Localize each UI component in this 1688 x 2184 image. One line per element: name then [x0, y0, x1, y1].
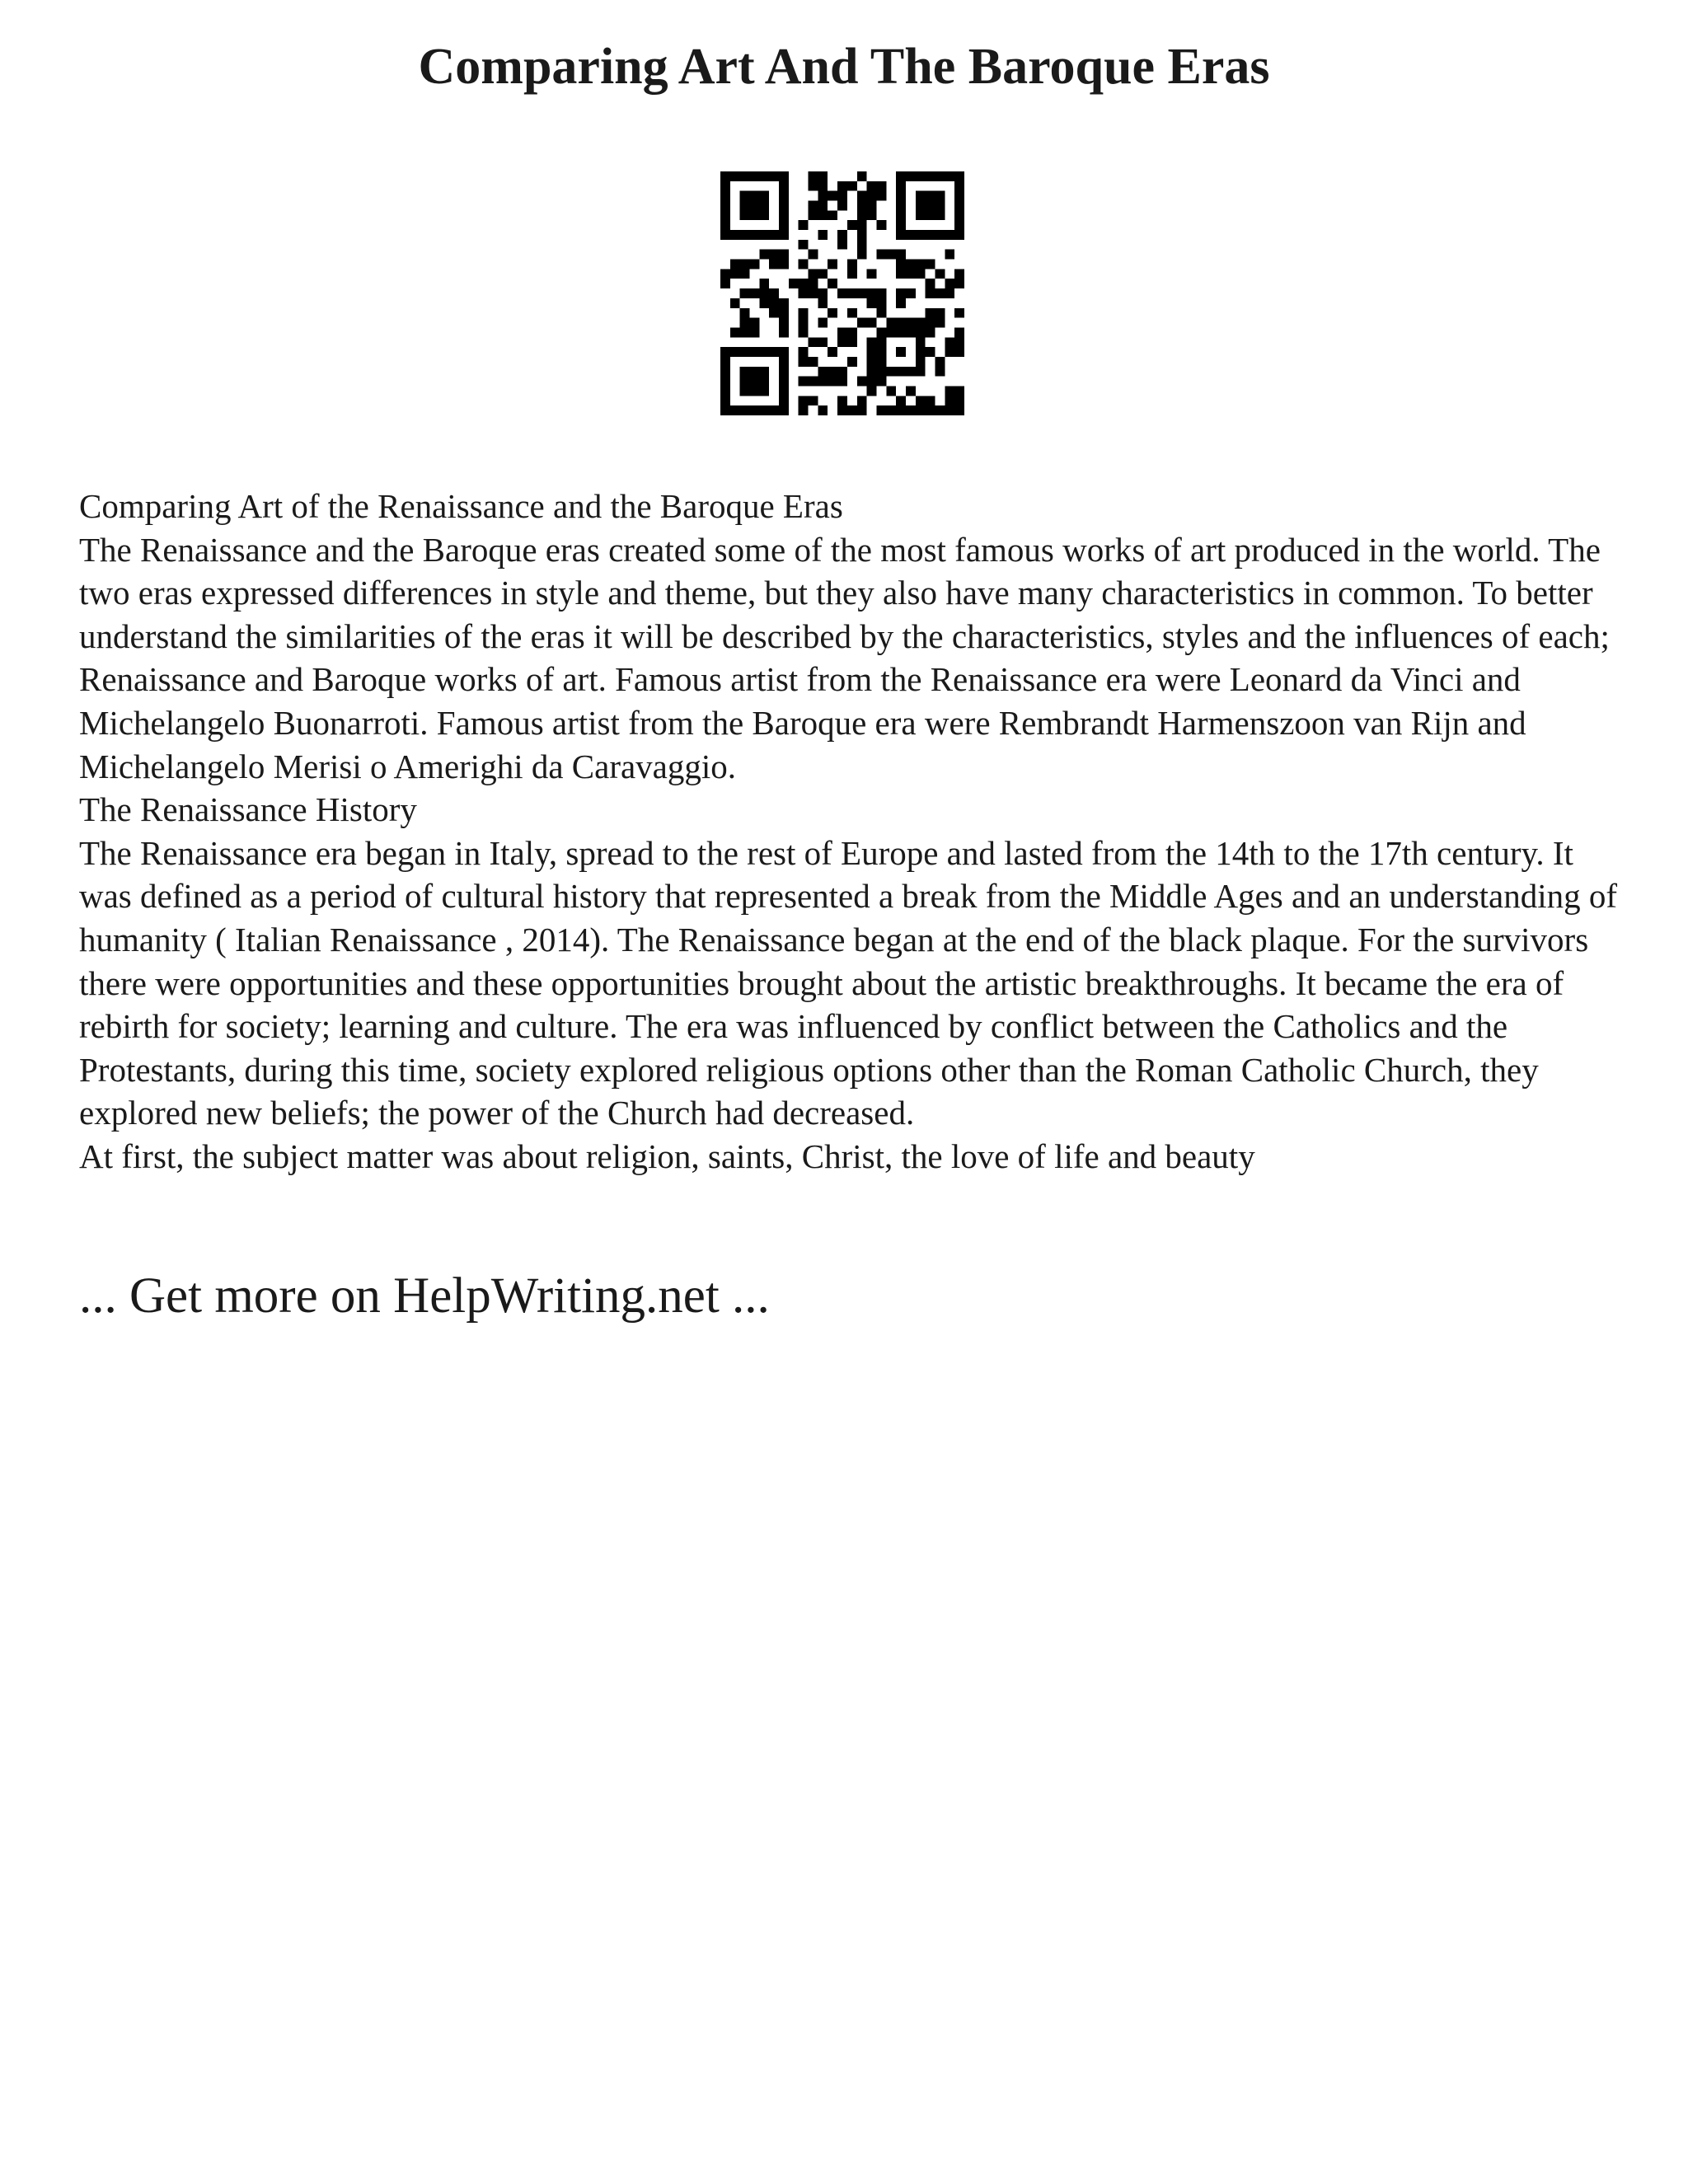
document-title: Comparing Art And The Baroque Eras [418, 39, 1270, 95]
closing-line: At first, the subject matter was about religion, saints, Christ, the love of life and beauty [79, 1137, 1255, 1175]
intro-paragraph: The Renaissance and the Baroque eras created some of the most famous works of art produced in the world. The two eras expressed differences in style and theme, but they also have many characteristics in common. To better understand the similarities of the eras it will be described by the characteristics, styles and the influences of each; Renaissance and Baroque works of art. Famous artist from the Renaissance era were Leonard da Vinci and Michelangelo Buonarroti. Famous artist from the Baroque era were Rembrandt Harmenszoon van Rijn and Michelangelo Merisi o Amerighi da Caravaggio. [79, 530, 1610, 785]
qr-code-icon [720, 171, 964, 415]
history-paragraph: The Renaissance era began in Italy, spread to the rest of Europe and lasted from the 14th to the 17th century. It was defined as a period of cultural history that represented a break from the Middle Ages and an understanding of humanity ( Italian Renaissance , 2014). The Renaissance began at the end of the black plaque. For the survivors there were opportunities and these opportunities brought about the artistic breakthroughs. It became the era of rebirth for society; learning and culture. The era was influenced by conflict between the Catholics and the Protestants, during this time, society explored religious options other than the Roman Catholic Church, they explored new beliefs; the power of the Church had decreased. [79, 833, 1618, 1132]
document-body [79, 485, 1629, 1179]
get-more-link[interactable]: ... Get more on HelpWriting.net ... [79, 1268, 770, 1324]
subtitle-line: Comparing Art of the Renaissance and the Baroque Eras [79, 487, 843, 525]
section-heading: The Renaissance History [79, 790, 417, 829]
